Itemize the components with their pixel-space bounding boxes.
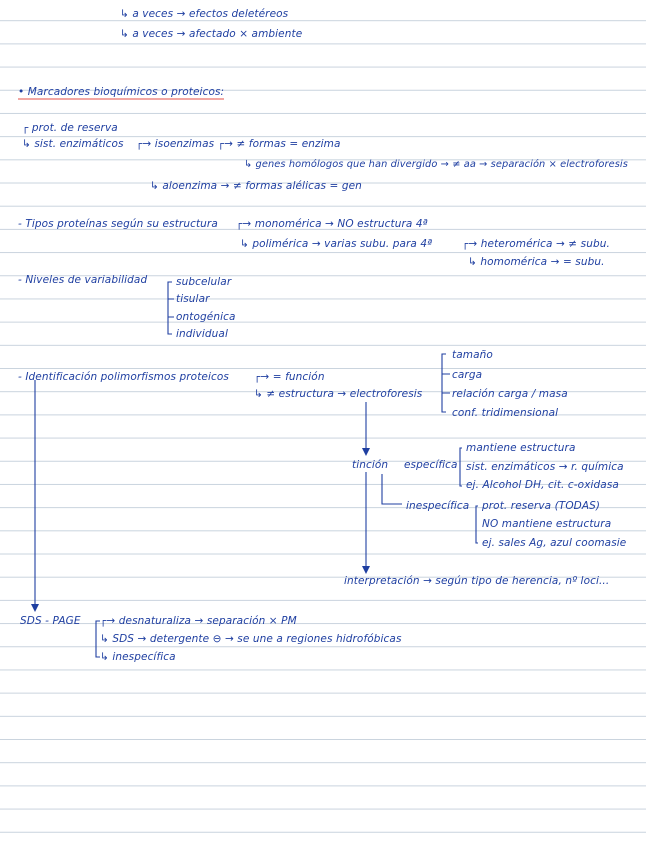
sds-title: SDS - PAGE bbox=[20, 615, 81, 627]
sist-enzimaticos: ↳ sist. enzimáticos bbox=[22, 138, 124, 150]
estructura: ↳ ≠ estructura → electroforesis bbox=[254, 388, 423, 400]
identificacion-title: - Identificación polimorfismos proteicos bbox=[18, 371, 229, 383]
aloenzima: ↳ aloenzima → ≠ formas alélicas = gen bbox=[150, 180, 362, 192]
sds-arrowhead bbox=[31, 604, 39, 612]
especifica-item: mantiene estructura bbox=[466, 442, 576, 454]
inespecifica: inespecífica bbox=[406, 500, 470, 512]
electro-bracket-mid bbox=[442, 374, 450, 393]
electro-item: conf. tridimensional bbox=[452, 407, 559, 419]
tincion: tinción bbox=[352, 459, 389, 471]
tincion-branch bbox=[382, 474, 402, 504]
electro-item: relación carga / masa bbox=[452, 388, 568, 400]
isoenzimas: ┌→ isoenzimas ┌→ ≠ formas = enzima bbox=[136, 138, 341, 150]
especifica-item: sist. enzimáticos → r. química bbox=[466, 461, 624, 473]
electro-item: carga bbox=[452, 369, 483, 381]
nivel-item: subcelular bbox=[176, 276, 232, 288]
prot-reserva: ┌ prot. de reserva bbox=[22, 122, 118, 134]
tincion-arrowhead bbox=[362, 448, 370, 456]
inespecifica-bracket bbox=[476, 506, 478, 543]
especifica: específica bbox=[404, 459, 458, 471]
especifica-bracket bbox=[460, 448, 462, 486]
electro-bracket bbox=[442, 354, 446, 412]
sds-item: ┌→ desnaturaliza → separación × PM bbox=[100, 615, 297, 627]
heteromerica: ┌→ heteromérica → ≠ subu. bbox=[462, 238, 610, 250]
nivel-item: individual bbox=[176, 328, 228, 340]
sds-item: ↳ SDS → detergente ⊖ → se une a regiones hidrofóbicas bbox=[100, 633, 402, 645]
nivel-item: ontogénica bbox=[176, 311, 236, 323]
monomerica: ┌→ monomérica → NO estructura 4ª bbox=[236, 218, 428, 230]
polimerica: ↳ polimérica → varias subu. para 4ª bbox=[240, 238, 433, 250]
marcadores-title-text: • Marcadores bioquímicos o proteicos: bbox=[18, 86, 225, 98]
interpretacion-arrowhead bbox=[362, 566, 370, 574]
interpretacion: interpretación → según tipo de herencia, nº loci... bbox=[344, 575, 610, 587]
top-line-2: ↳ a veces → afectado × ambiente bbox=[120, 28, 303, 40]
genes-homologos: ↳ genes homólogos que han divergido → ≠ aa → separación × electroforesis bbox=[244, 159, 628, 170]
electro-item: tamaño bbox=[452, 349, 493, 361]
tipos-title: - Tipos proteínas según su estructura bbox=[18, 218, 218, 230]
sds-bracket bbox=[96, 621, 100, 657]
inespecifica-item: ej. sales Ag, azul coomasie bbox=[482, 537, 627, 549]
inespecifica-item: prot. reserva (TODAS) bbox=[482, 500, 601, 512]
homomerica: ↳ homomérica → = subu. bbox=[468, 256, 605, 268]
niveles-bracket bbox=[168, 282, 174, 334]
nivel-item: tisular bbox=[176, 293, 210, 305]
inespecifica-item: NO mantiene estructura bbox=[482, 518, 612, 530]
especifica-item: ej. Alcohol DH, cit. c-oxidasa bbox=[466, 479, 619, 491]
niveles-title: - Niveles de variabilidad bbox=[18, 274, 148, 286]
sds-item: ↳ inespecífica bbox=[100, 651, 176, 663]
top-line-1: ↳ a veces → efectos deletéreos bbox=[120, 8, 289, 20]
funcion: ┌→ = función bbox=[254, 371, 325, 383]
